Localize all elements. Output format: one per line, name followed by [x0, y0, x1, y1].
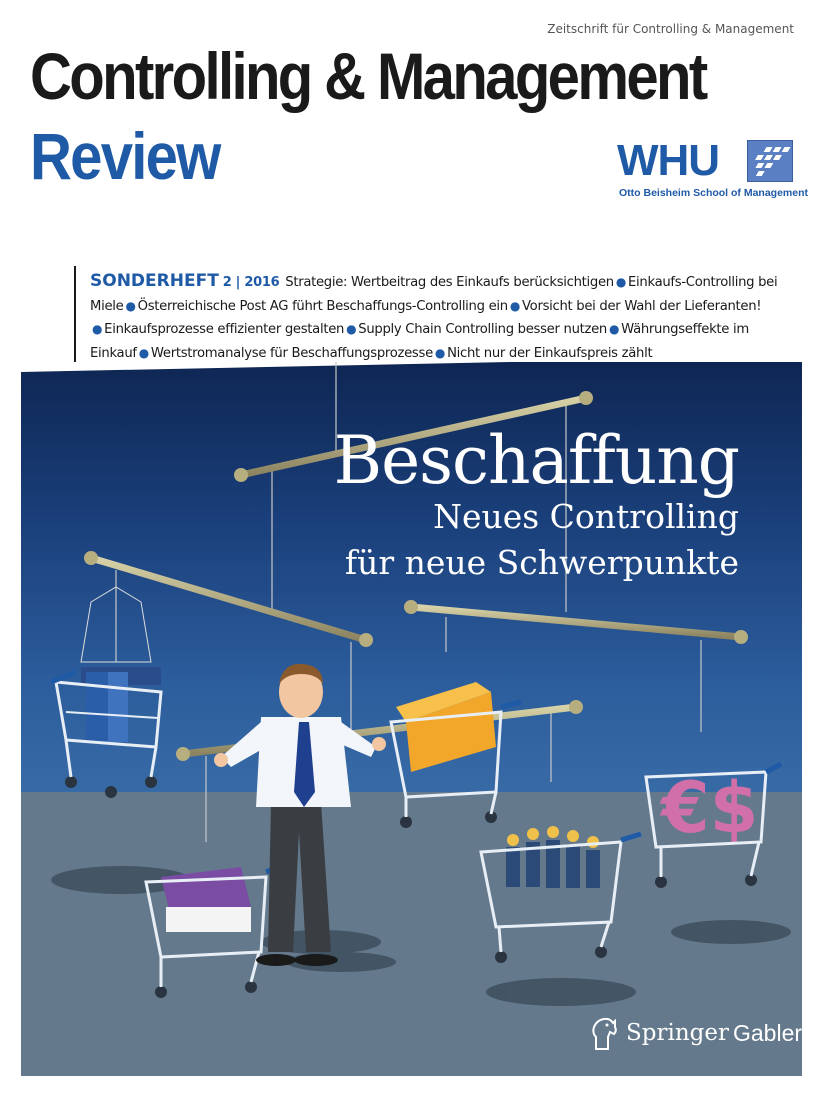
whu-logo-icon: [747, 140, 793, 182]
topic-item: Wertstromanalyse für Beschaffungsprozesse: [150, 345, 433, 361]
publisher-name-gabler: Gabler: [732, 1019, 803, 1046]
topic-item: Einkaufs-Controlling bei Miele: [90, 275, 778, 314]
currency-symbols: €$: [661, 767, 759, 849]
cart-shadow: [486, 978, 636, 1006]
topic-item: Strategie: Wertbeitrag des Einkaufs berücksichtigen: [285, 275, 614, 290]
publisher-logo: [588, 1013, 802, 1053]
bullet-icon: ●: [509, 298, 520, 313]
springer-horse-icon: [588, 1015, 620, 1051]
topic-item: Supply Chain Controlling besser nutzen: [358, 322, 607, 337]
journal-supertitle: Zeitschrift für Controlling & Management: [547, 22, 794, 36]
whu-logo-subtitle: Otto Beisheim School of Management: [619, 187, 809, 199]
bullet-icon: ●: [138, 345, 149, 360]
special-issue-label: SONDERHEFT: [90, 271, 219, 291]
topic-item: Vorsicht bei der Wahl der Lieferanten!: [521, 298, 762, 314]
bullet-icon: ●: [346, 322, 357, 336]
journal-title-review: Review: [30, 119, 220, 193]
issue-number: 2 | 2016: [222, 275, 280, 290]
topic-item: Österreichische Post AG führt Beschaffungs-Controlling ein: [137, 298, 508, 314]
topic-item: Nicht nur der Einkaufspreis zählt: [447, 345, 653, 361]
cover-subheadline-2: für neue Schwerpunkte: [344, 543, 739, 582]
cart-shadow: [671, 920, 791, 944]
cover-headline: Beschaffung: [333, 422, 739, 499]
publisher-name-springer: Springer: [626, 1020, 729, 1046]
whu-logo-text: WHU: [617, 136, 720, 185]
whu-logo: [617, 136, 809, 203]
issue-summary: [90, 270, 802, 365]
cover-subheadline-1: Neues Controlling: [433, 497, 739, 536]
topic-item: Einkaufsprozesse effizienter gestalten: [104, 322, 345, 337]
bullet-icon: ●: [615, 275, 627, 289]
bullet-icon: ●: [92, 322, 103, 336]
topic-item: Währungseffekte im Einkauf: [90, 322, 749, 361]
bullet-icon: ●: [125, 298, 136, 313]
bullet-icon: ●: [434, 345, 446, 360]
bullet-icon: ●: [609, 322, 620, 336]
journal-title: Controlling & Management: [30, 39, 706, 113]
